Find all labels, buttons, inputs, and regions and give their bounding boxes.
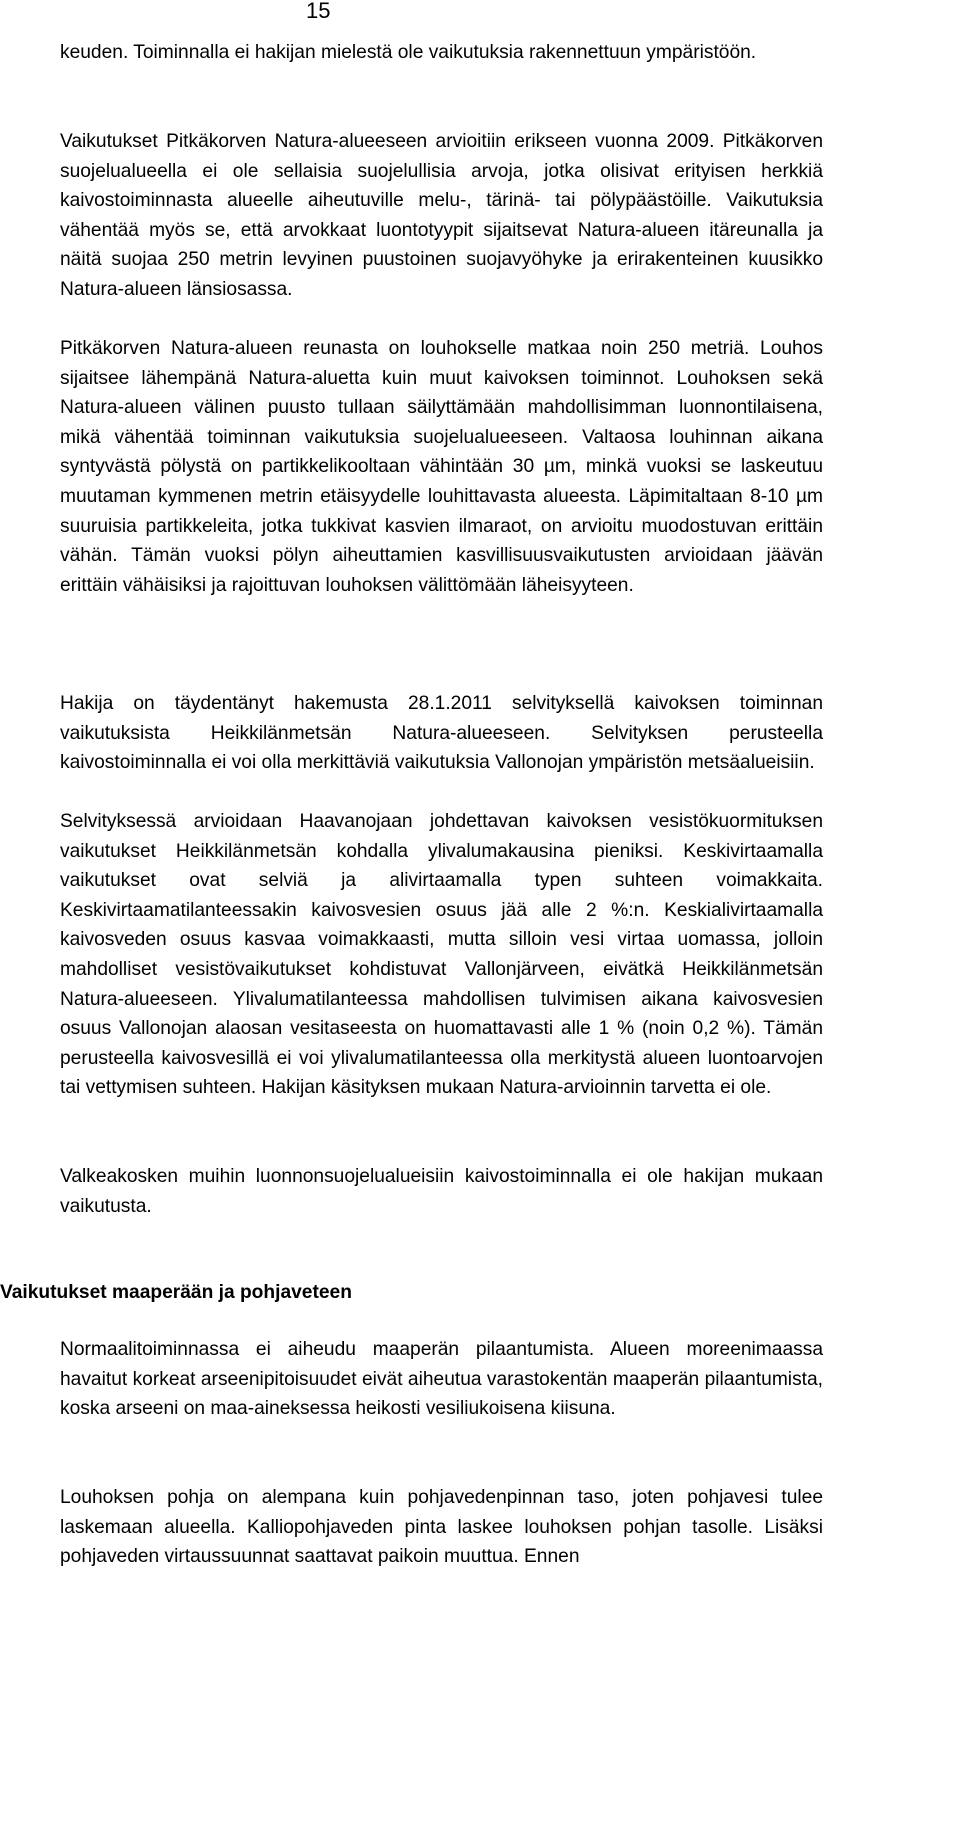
paragraph-soil: Normaalitoiminnassa ei aiheudu maaperän pilaantumista. Alueen moreenimaassa havaitut korkeat arseenipitoisuudet eivät aiheutua varastokentän maaperän pilaantumista, koska arseeni on maa-aineksessa heikosti vesiliukoisena kiisuna.	[60, 1339, 823, 1420]
paragraph-pitkakorpi-natura: Vaikutukset Pitkäkorven Natura-alueeseen arvioitiin erikseen vuonna 2009. Pitkäkorven suojelualueella ei ole sellaisia suojelullisia arvoja, jotka olisivat erityisen herkkiä kaivostoiminnasta alueelle aiheutuville melu-, tärinä- tai pölypäästöille. Vaikutuksia vähentää myös se, että arvokkaat luontotyypit sijaitsevat Natura-alueen itäreunalla ja näitä suojaa 250 metrin levyinen puustoinen suojavyöhyke ja erirakenteinen kuusikko Natura-alueen länsiosassa.	[60, 131, 823, 300]
paragraph-heikkilanmetsa-report: Hakija on täydentänyt hakemusta 28.1.2011 selvityksellä kaivoksen toiminnan vaikutuksista Heikkilänmetsän Natura-alueeseen. Selvityksen perusteella kaivostoiminnalla ei voi olla merkittäviä vaikutuksia Vallonojan ympäristön metsäalueisiin.	[60, 693, 823, 774]
paragraph-distance-dust: Pitkäkorven Natura-alueen reunasta on louhokselle matkaa noin 250 metriä. Louhos sijaitsee lähempänä Natura-aluetta kuin muut kaivoksen toiminnot. Louhoksen sekä Natura-alueen välinen puusto tullaan säilyttämään mahdollisimman luonnontilaisena, mikä vähentää toiminnan vaikutuksia suojelualueeseen. Valtaosa louhinnan aikana syntyvästä pölystä on partikkelikooltaan vähintään 30 µm, minkä vuoksi se laskeutuu muutaman kymmenen metrin etäisyydelle louhittavasta alueesta. Läpimitaltaan 8-10 µm suuruisia partikkeleita, jotka tukkivat kasvien ilmaraot, on arvioitu muodostuvan erittäin vähän. Tämän vuoksi pölyn aiheuttamien kasvillisuusvaikutusten arvioidaan jäävän erittäin vähäisiksi ja rajoittuvan louhoksen välittömään läheisyyteen.	[60, 338, 823, 596]
paragraph-other-reserves: Valkeakosken muihin luonnonsuojelualueisiin kaivostoiminnalla ei ole hakijan mukaan vaikutusta.	[60, 1166, 823, 1217]
page-number: 15	[306, 0, 331, 23]
paragraph-built-environment: keuden. Toiminnalla ei hakijan mielestä ole vaikutuksia rakennettuun ympäristöön.	[60, 42, 757, 63]
paragraph-groundwater: Louhoksen pohja on alempana kuin pohjavedenpinnan taso, joten pohjavesi tulee laskemaan alueella. Kalliopohjaveden pinta laskee louhoksen pohjan tasolle. Lisäksi pohjaveden virtaussuunnat saattavat paikoin muuttua. Ennen	[60, 1487, 823, 1568]
section-heading: Vaikutukset maaperään ja pohjaveteen	[0, 1282, 352, 1303]
paragraph-water-load: Selvityksessä arvioidaan Haavanojaan johdettavan kaivoksen vesistökuormituksen vaikutukset Heikkilänmetsän kohdalla ylivalumakausina pieniksi. Keskivirtaamalla vaikutukset ovat selviä ja alivirtaamalla typen suhteen voimakkaita. Keskivirtaamatilanteessakin kaivosvesien osuus jää alle 2 %:n. Keskialivirtaamalla kaivosveden osuus kasvaa voimakkaasti, mutta silloin vesi virtaa uomassa, jolloin mahdolliset vesistövaikutukset kohdistuvat Vallonjärveen, eivätkä Heikkilänmetsän Natura-alueeseen. Ylivalumatilanteessa mahdollisen tulvimisen aikana kaivosvesien osuus Vallonojan alaosan vesitaseesta on huomattavasti alle 1 % (noin 0,2 %). Tämän perusteella kaivosvesillä ei voi ylivalumatilanteessa olla merkitystä alueen luontoarvojen tai vettymisen suhteen. Hakijan käsityksen mukaan Natura-arvioinnin tarvetta ei ole.	[60, 811, 823, 1099]
